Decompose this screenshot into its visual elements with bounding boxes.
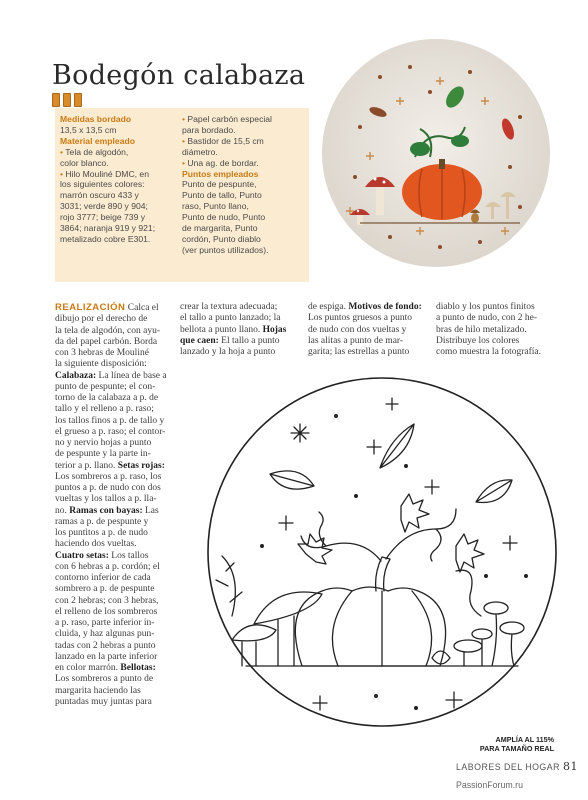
text-run: terior a p. llano. xyxy=(55,460,118,471)
footer-magazine xyxy=(456,760,578,773)
text-line xyxy=(55,674,167,685)
text-line xyxy=(55,663,167,674)
text-line xyxy=(55,697,167,708)
text-line xyxy=(55,652,167,663)
text-line xyxy=(55,393,167,404)
text-line xyxy=(55,427,167,438)
text-run: garita; las estrellas a punto xyxy=(308,347,410,357)
text-line xyxy=(55,584,167,595)
info-line: 13,5 x 13,5 cm xyxy=(60,124,117,135)
article-title: Bodegón calabaza xyxy=(52,60,306,91)
term-label: Motivos de fondo: xyxy=(348,302,422,312)
text-line xyxy=(55,472,167,483)
term-label: Setas rojas: xyxy=(117,460,165,471)
text-line xyxy=(55,461,167,472)
text-run: Calca el xyxy=(125,303,159,313)
info-line: los siguientes colores: xyxy=(60,179,145,190)
info-heading: Material empleado xyxy=(60,135,135,146)
text-line xyxy=(180,325,295,336)
leaf-right xyxy=(456,534,484,572)
text-run: los tallos finos a p. de tallo y xyxy=(55,415,165,426)
text-run: las alitas a punto de mar- xyxy=(308,335,404,346)
text-run: sombrero a p. de pespunte xyxy=(55,584,155,595)
leaf-top xyxy=(401,494,429,532)
text-run: no y nervio hojas a punto xyxy=(55,438,152,448)
text-run: puntadas muy juntas para xyxy=(55,696,152,707)
text-run: Los tallos xyxy=(108,550,149,561)
text-run: crear la textura adecuada; xyxy=(180,302,278,312)
mushrooms-left xyxy=(216,556,322,666)
term-label: Bellotas: xyxy=(120,663,156,673)
text-line xyxy=(55,438,167,449)
bullet-icon: • xyxy=(182,114,188,124)
text-run: Los puntos gruesos a punto xyxy=(308,313,412,324)
info-line: raso, Punto llano, xyxy=(182,201,249,212)
text-run: no. xyxy=(55,505,70,516)
text-run: Los sombreros a punto de xyxy=(55,674,154,685)
thread-spool-icon xyxy=(52,93,60,107)
bullet-icon: • xyxy=(60,146,66,157)
text-line xyxy=(180,302,295,313)
text-run: La línea de base a xyxy=(96,370,167,381)
hoop-fabric xyxy=(322,39,550,267)
info-line: de margarita, Punto xyxy=(182,223,258,234)
section-lead: REALIZACIÓN xyxy=(55,302,126,313)
text-run: en color marrón. xyxy=(55,663,121,673)
text-line xyxy=(55,449,167,460)
info-line: Punto de tallo, Punto xyxy=(182,190,262,201)
info-bullet-line: • Una ag. de bordar. xyxy=(182,157,259,168)
info-line: rojo 3777; beige 739 y xyxy=(60,212,146,223)
thread-spool-icon xyxy=(63,93,71,107)
text-line xyxy=(55,517,167,528)
instructions-column-2 xyxy=(180,302,295,358)
text-run: la siguiente disposición: xyxy=(55,359,147,370)
info-line: cordón, Punto diablo xyxy=(182,233,261,244)
materials-column-right xyxy=(182,114,306,256)
text-line xyxy=(55,416,167,427)
text-run: tallo y el relleno a p. raso; xyxy=(55,404,154,415)
text-run: diablo y los puntos finitos xyxy=(436,302,535,312)
pattern-circle xyxy=(208,378,556,726)
text-line xyxy=(55,371,167,382)
text-line xyxy=(55,314,167,325)
text-line xyxy=(436,336,554,347)
page-number: 81 xyxy=(562,760,578,773)
text-line xyxy=(180,336,295,347)
text-line xyxy=(180,347,295,358)
text-run: de espiga. xyxy=(308,302,349,312)
text-run: vueltas y los tallos a p. lla- xyxy=(55,494,157,505)
info-line: 3031; verde 890 y 904; xyxy=(60,201,148,212)
text-run: de nudo con dos vueltas y xyxy=(308,324,407,335)
instructions-column-3 xyxy=(308,302,424,358)
text-run: a punto de nudo, con 2 he- xyxy=(436,313,538,324)
falling-leaves xyxy=(270,424,512,503)
info-line: color blanco. xyxy=(60,157,109,168)
text-line xyxy=(55,326,167,337)
text-run: bras de hilo metalizado. xyxy=(436,324,527,335)
text-run: dibujo por el derecho de xyxy=(55,314,148,325)
text-line xyxy=(308,325,424,336)
text-line xyxy=(308,336,424,347)
text-run: El tallo a punto xyxy=(218,335,280,346)
text-line xyxy=(55,348,167,359)
text-line xyxy=(436,302,554,313)
text-run: con 6 hebras a p. cordón; el xyxy=(55,561,160,572)
text-line xyxy=(55,494,167,505)
term-label: Hojas xyxy=(262,324,287,335)
text-line xyxy=(55,686,167,697)
vines xyxy=(301,509,481,616)
text-line xyxy=(55,573,167,584)
instructions-column-1 xyxy=(55,302,167,708)
info-line: Punto de pespunte, xyxy=(182,179,257,190)
text-line xyxy=(55,359,167,370)
text-line xyxy=(55,337,167,348)
text-run: el tallo a punto lanzado; la xyxy=(180,313,281,324)
term-label: Ramas con bayas: xyxy=(69,505,143,516)
text-line xyxy=(55,618,167,629)
bullet-icon: • xyxy=(182,135,188,146)
info-heading: Puntos empleados xyxy=(182,168,259,179)
text-run: margarita haciendo las xyxy=(55,685,141,696)
text-run: torno de la calabaza a p. de xyxy=(55,393,159,403)
text-run: de pespunte y la parte in- xyxy=(55,449,151,460)
text-run: Los sombreros a p. raso, los xyxy=(55,471,162,482)
text-run: Distribuye los colores xyxy=(436,335,520,346)
text-run: tadas con 2 hebras a punto xyxy=(55,640,156,651)
text-line xyxy=(436,347,554,358)
text-line xyxy=(55,506,167,517)
bullet-icon: • xyxy=(182,157,188,168)
thread-spool-icon xyxy=(74,93,82,107)
text-run: a p. raso, parte inferior in- xyxy=(55,618,155,628)
text-line xyxy=(55,607,167,618)
text-run: lanzado en la parte inferior xyxy=(55,651,158,662)
term-label: que caen: xyxy=(180,335,219,346)
text-run: punto de pespunte; el con- xyxy=(55,381,156,392)
text-run: cluida, y haz algunas pun- xyxy=(55,629,155,640)
text-run: con 2 hebras; con 3 hebras, xyxy=(55,595,159,606)
text-run: el relleno de los sombreros xyxy=(55,606,158,617)
watermark: PassionForum.ru xyxy=(456,780,523,790)
instructions-column-4 xyxy=(436,302,554,358)
text-run: da del papel carbón. Borda xyxy=(55,336,158,347)
text-run: haciendo dos vueltas. xyxy=(55,539,137,550)
finished-embroidery-photo xyxy=(320,37,552,269)
embroidery-pattern-drawing xyxy=(206,376,558,728)
text-run: bellota a punto llano. xyxy=(180,324,263,335)
info-bullet-line: • Bastidor de 15,5 cm xyxy=(182,135,264,146)
text-run: puntos a p. de nudo con dos xyxy=(55,483,161,493)
text-line xyxy=(180,313,295,324)
text-line xyxy=(55,562,167,573)
text-line xyxy=(308,347,424,358)
info-line: marrón oscuro 433 y xyxy=(60,190,139,201)
enlarge-note xyxy=(476,735,554,753)
info-line: diámetro. xyxy=(182,146,218,157)
text-line xyxy=(308,313,424,324)
text-line xyxy=(436,325,554,336)
info-line: para bordado. xyxy=(182,124,236,135)
text-run: el grueso a p. raso; el contor- xyxy=(55,426,166,437)
difficulty-spools xyxy=(52,93,82,107)
text-line xyxy=(55,528,167,539)
text-run: lanzado y la hoja a punto xyxy=(180,347,276,357)
magazine-name: LABORES DEL HOGAR xyxy=(456,762,560,772)
enlarge-line-2: PARA TAMAÑO REAL xyxy=(479,744,554,753)
text-line xyxy=(436,313,554,324)
info-bullet-line: • Hilo Mouliné DMC, en xyxy=(60,168,149,179)
text-line xyxy=(55,629,167,640)
info-line: metalizado cobre E301. xyxy=(60,233,151,244)
text-run: ramas a p. de pespunte y xyxy=(55,516,149,527)
info-bullet-line: • Papel carbón especial xyxy=(182,114,272,124)
text-line xyxy=(55,382,167,393)
text-run: como muestra la fotografía. xyxy=(436,347,541,357)
text-line xyxy=(308,302,424,313)
text-run: los puntitos a p. de nudo xyxy=(55,528,148,538)
term-label: Calabaza: xyxy=(55,370,97,381)
info-heading: Medidas bordado xyxy=(60,114,132,124)
text-run: con 3 hebras de Mouliné xyxy=(55,348,149,358)
info-line: (ver puntos utilizados). xyxy=(182,244,269,255)
text-line xyxy=(55,483,167,494)
info-bullet-line: • Tela de algodón, xyxy=(60,146,129,157)
term-label: Cuatro setas: xyxy=(55,550,109,561)
bullet-icon: • xyxy=(60,168,66,179)
text-line xyxy=(55,404,167,415)
text-run: contorno inferior de cada xyxy=(55,573,151,583)
text-line xyxy=(55,302,167,314)
text-line xyxy=(55,596,167,607)
text-line xyxy=(55,539,167,550)
info-line: 3864; naranja 919 y 921; xyxy=(60,223,156,234)
enlarge-line-1: AMPLÍA AL 115% xyxy=(495,735,554,744)
info-line: Punto de nudo, Punto xyxy=(182,212,266,223)
text-line xyxy=(55,641,167,652)
text-line xyxy=(55,551,167,562)
pumpkin-outline xyxy=(295,557,445,666)
text-run: Las xyxy=(142,505,159,516)
materials-column-left xyxy=(60,114,178,245)
leaf-left xyxy=(298,534,332,564)
text-run: la tela de algodón, con ayu- xyxy=(55,325,160,336)
